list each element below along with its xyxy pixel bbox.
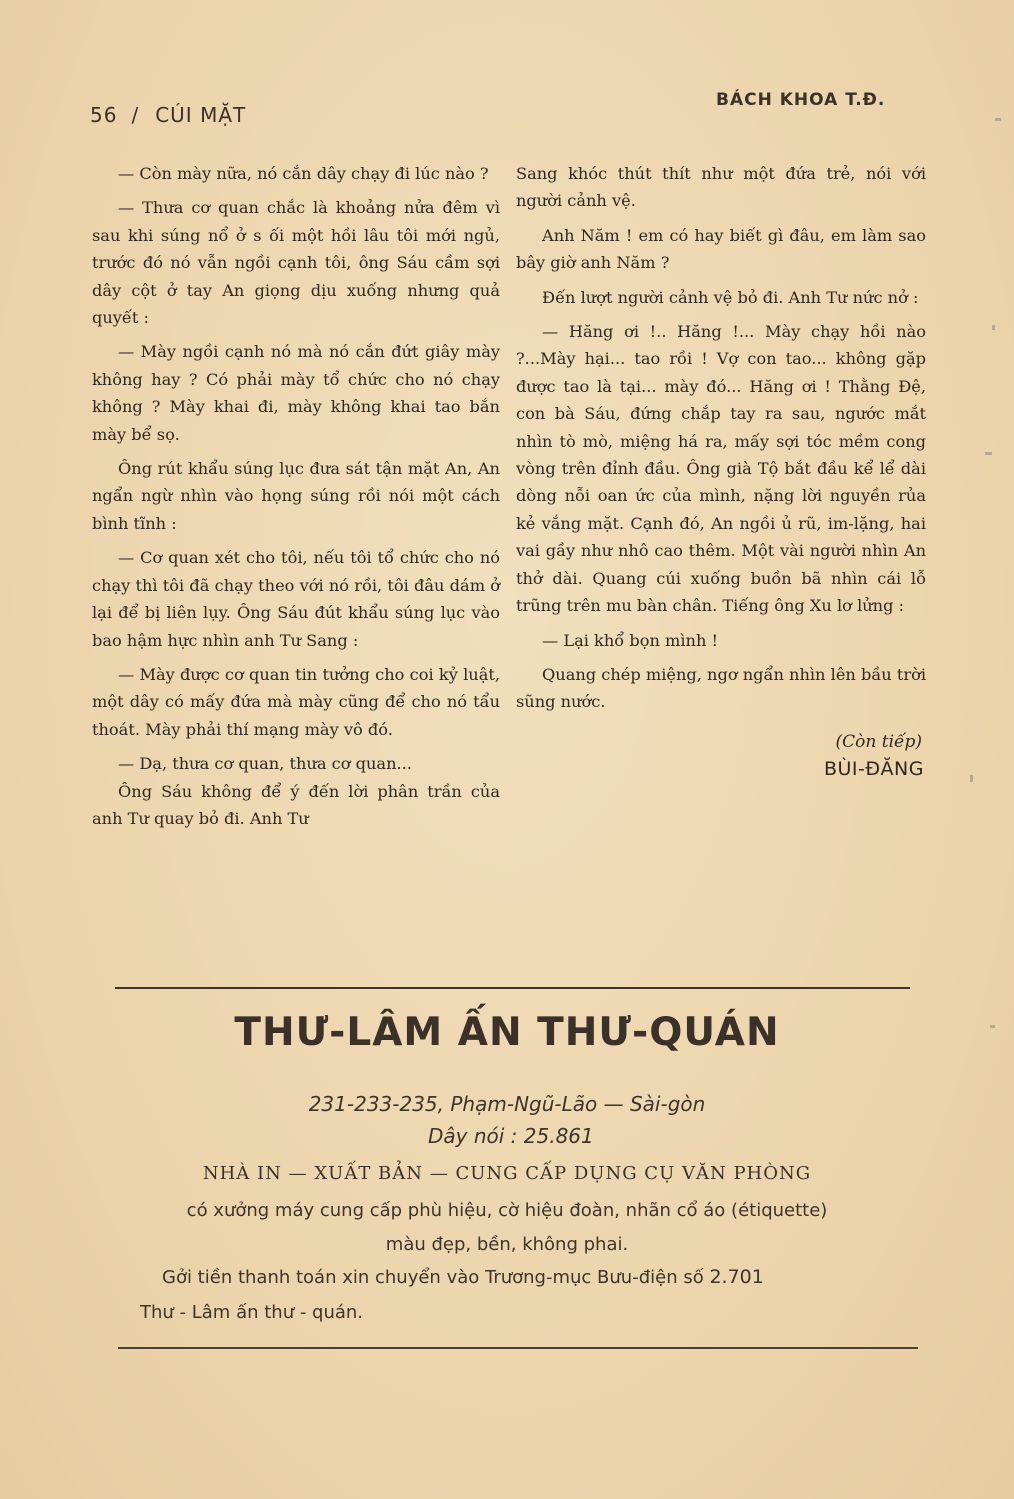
paper-speck <box>990 1025 995 1028</box>
paper-speck <box>995 118 1001 121</box>
ad-signature: Thư - Lâm ấn thư - quán. <box>140 1302 364 1323</box>
paragraph: — Dạ, thưa cơ quan, thưa cơ quan... <box>118 754 412 774</box>
ad-address: 231-233-235, Phạm-Ngũ-Lão — Sài-gòn <box>308 1092 706 1116</box>
header-separator: / <box>131 103 140 127</box>
left-column <box>92 160 500 832</box>
paragraph: Quang chép miệng, ngơ ngẩn nhìn lên bầu trời sũng nước. <box>516 664 926 712</box>
paragraph: Ông Sáu không để ý đến lời phân trần của anh Tư quay bỏ đi. Anh Tư <box>92 781 500 828</box>
paper-speck <box>970 775 973 782</box>
ad-bottom-rule <box>118 1347 918 1349</box>
paragraph: — Hăng ơi !.. Hăng !... Mày chạy hồi nào ?...Mày hại... tao rồi ! Vợ con tao... không gặp được tao là tại... mày đó... Hăng ơi ! Thằng Đệ, con bà Sáu, đứng chắp tay ra sau, ngước mắt nhìn tò mò, miệng há ra, mấy sợi tóc mềm cong vòng trên đỉnh đầu. Ông già Tộ bắt đầu kể lể dài dòng nỗi oan ức của mình, nặng lời nguyền rủa kẻ vắng mặt. Cạnh đó, An ngồi ủ rũ, im-lặng, hai vai gầy như nhô cao thêm. Một vài người nhìn An thở dài. Quang cúi xuống buồn bã nhìn cái lỗ trũng trên mu bàn chân. Tiếng ông Xu lơ lửng : <box>516 322 926 616</box>
paragraph: Đến lượt người cảnh vệ bỏ đi. Anh Tư nức nở : <box>542 287 919 307</box>
ad-account-number: 2.701 <box>709 1266 764 1288</box>
ad-phone: Dây nói : 25.861 <box>428 1124 594 1148</box>
ad-payment <box>162 1266 764 1288</box>
paragraph: — Lại khổ bọn mình ! <box>542 630 719 650</box>
paragraph: — Thưa cơ quan chắc là khoảng nửa đêm vì sau khi súng nổ ở s ối một hồi lâu tôi mới ngủ, trước đó nó vẫn ngồi cạnh tôi, ông Sáu cầm sợi dây cột ở tay An giọng dịu xuống nhưng quả quyết : <box>92 198 500 328</box>
paragraph: Sang khóc thút thít như một đứa trẻ, nói với người cảnh vệ. <box>516 164 926 211</box>
page-number: 56 <box>90 103 118 127</box>
paper-speck <box>992 325 995 330</box>
paragraph: — Còn mày nữa, nó cắn dây chạy đi lúc nào ? <box>118 164 489 183</box>
publication-name: BÁCH KHOA T.Đ. <box>716 90 886 110</box>
ad-description: có xưởng máy cung cấp phù hiệu, cờ hiệu đoàn, nhãn cổ áo (étiquette) <box>186 1200 828 1221</box>
ad-top-rule <box>115 987 910 989</box>
ad-payment-text: Gởi tiền thanh toán xin chuyển vào Trương-mục Bưu-điện số <box>162 1267 704 1288</box>
running-header-left <box>90 103 246 127</box>
author-name: BÙI-ĐĂNG <box>823 757 924 780</box>
ad-title: THƯ-LÂM ẤN THƯ-QUÁN <box>234 1010 780 1055</box>
paragraph: Anh Năm ! em có hay biết gì đâu, em làm sao bây giờ anh Năm ? <box>516 225 926 273</box>
paragraph: — Mày được cơ quan tin tưởng cho coi kỷ luật, một dây có mấy đứa mà mày cũng để cho nó tẩu thoát. Mày phải thí mạng mày vô đó. <box>92 664 500 739</box>
paragraph: — Mày ngồi cạnh nó mà nó cắn đứt giây mày không hay ? Có phải mày tổ chức cho nó chạy không ? Mày khai đi, mày không khai tao bắn mày bể sọ. <box>92 342 500 444</box>
paragraph: — Cơ quan xét cho tôi, nếu tôi tổ chức cho nó chạy thì tôi đã chạy theo với nó rồi, tôi đâu dám ở lại để bị liên lụy. Ông Sáu đút khẩu súng lục vào bao hậm hực nhìn anh Tư Sang : <box>92 548 500 650</box>
ad-description: màu đẹp, bền, không phai. <box>385 1234 629 1255</box>
paragraph: Ông rút khẩu súng lục đưa sát tận mặt An, An ngẩn ngừ nhìn vào họng súng rồi nói một cách bình tĩnh : <box>92 459 500 533</box>
continued-note: (Còn tiếp) <box>835 731 922 752</box>
ad-services: NHÀ IN — XUẤT BẢN — CUNG CẤP DỤNG CỤ VĂN PHÒNG <box>202 1163 812 1184</box>
right-column <box>516 160 926 784</box>
paper-speck <box>985 452 992 455</box>
section-title: CÚI MẶT <box>155 103 247 127</box>
